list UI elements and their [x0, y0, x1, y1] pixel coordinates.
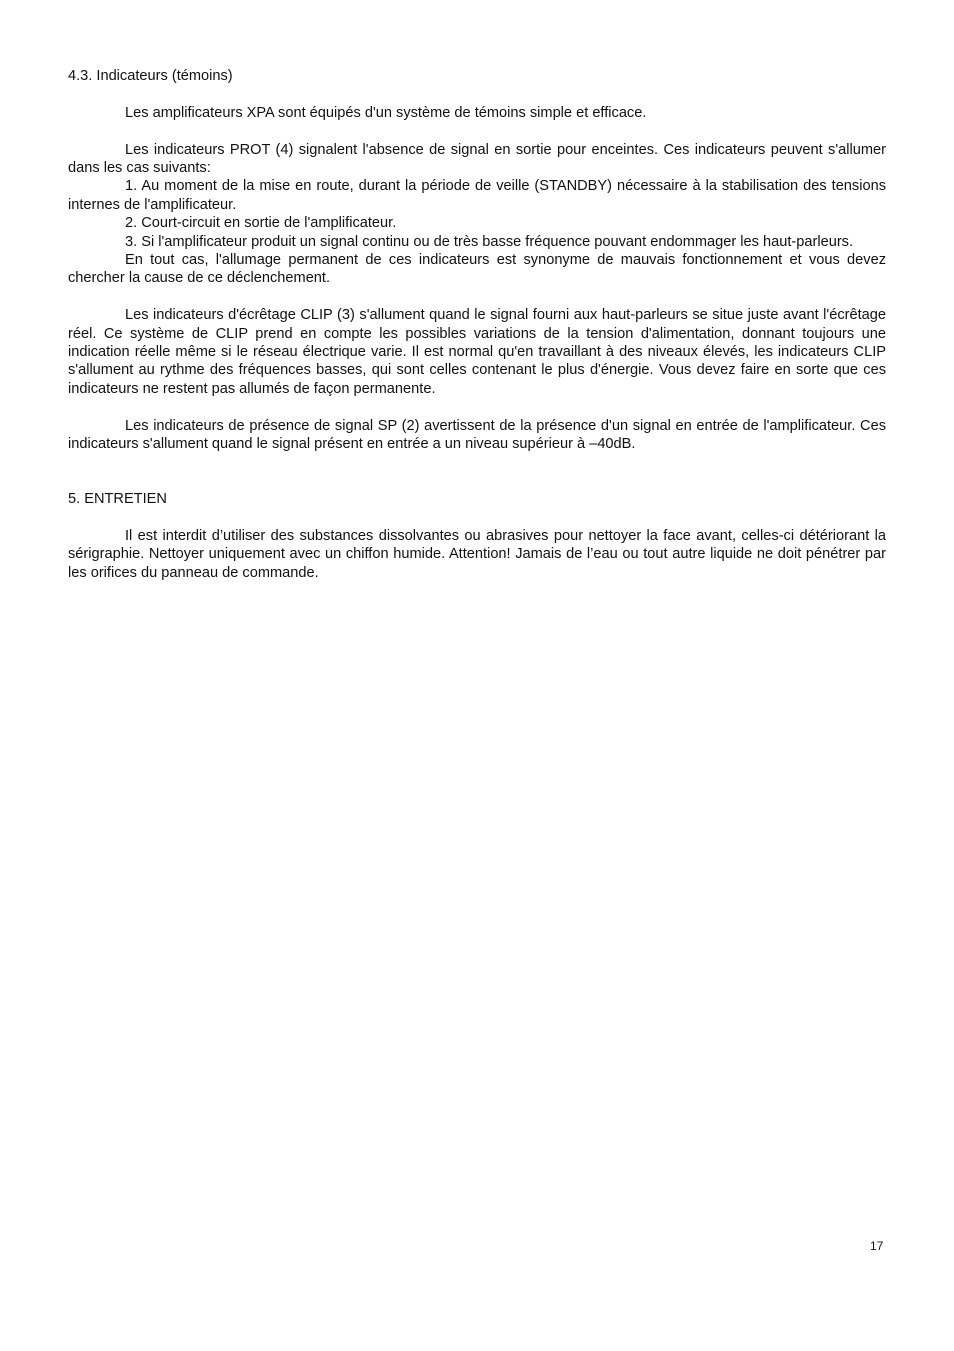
document-page: [68, 67, 886, 582]
spacer: [68, 288, 886, 306]
paragraph-intro: Les amplificateurs XPA sont équipés d'un système de témoins simple et efficace.: [125, 104, 647, 121]
list-item-prot-1: 1. Au moment de la mise en route, durant la période de veille (STANDBY) nécessaire à la stabilisation des tensions internes de l'amplificateur.: [68, 178, 886, 213]
list-item-prot-3: 3. Si l'amplificateur produit un signal continu ou de très basse fréquence pouvant endommager les haut-parleurs.: [125, 233, 854, 250]
paragraph-sp: Les indicateurs de présence de signal SP (2) avertissent de la présence d'un signal en entrée de l'amplificateur. Ces indicateurs s'allument quand le signal présent en entrée a un niveau supérieur à –40dB.: [68, 417, 886, 453]
page-number: 17: [870, 1239, 884, 1253]
paragraph-prot: Les indicateurs PROT (4) signalent l'absence de signal en sortie pour enceintes. Ces indicateurs peuvent s'allumer dans les cas suivants:: [68, 141, 886, 176]
spacer: [68, 398, 886, 416]
spacer: [68, 122, 886, 140]
section-heading-indicateurs: 4.3. Indicateurs (témoins): [68, 68, 233, 84]
paragraph-clip: Les indicateurs d'écrêtage CLIP (3) s'allument quand le signal fourni aux haut-parleurs se situe juste avant l'écrêtage réel. Ce système de CLIP prend en compte les possibles variations de la tension d'alimentation, donnant toujours une indication réelle même si le réseau électrique varie. Il est normal qu'en travaillant à des niveaux élevés, les indicateurs CLIP s'allument au rythme des fréquences basses, qui sont celles contenant le plus d'énergie. Vous devez faire en sorte que ces indicateurs ne restent pas allumés de façon permanente.: [68, 307, 886, 397]
spacer: [68, 509, 886, 527]
spacer: [68, 85, 886, 103]
spacer: [68, 453, 886, 490]
paragraph-entretien: Il est interdit d’utiliser des substances dissolvantes ou abrasives pour nettoyer la face avant, celles-ci détériorant la sérigraphie. Nettoyer uniquement avec un chiffon humide. Attention! Jamais de l’eau ou tout autre liquide ne doit pénétrer par les orifices du panneau de commande.: [68, 528, 886, 581]
section-heading-entretien: 5. ENTRETIEN: [68, 491, 167, 508]
paragraph-prot-conclusion: En tout cas, l'allumage permanent de ces indicateurs est synonyme de mauvais fonctionnement et vous devez chercher la cause de ce déclenchement.: [68, 252, 886, 287]
list-item-prot-2: 2. Court-circuit en sortie de l'amplificateur.: [125, 215, 397, 232]
